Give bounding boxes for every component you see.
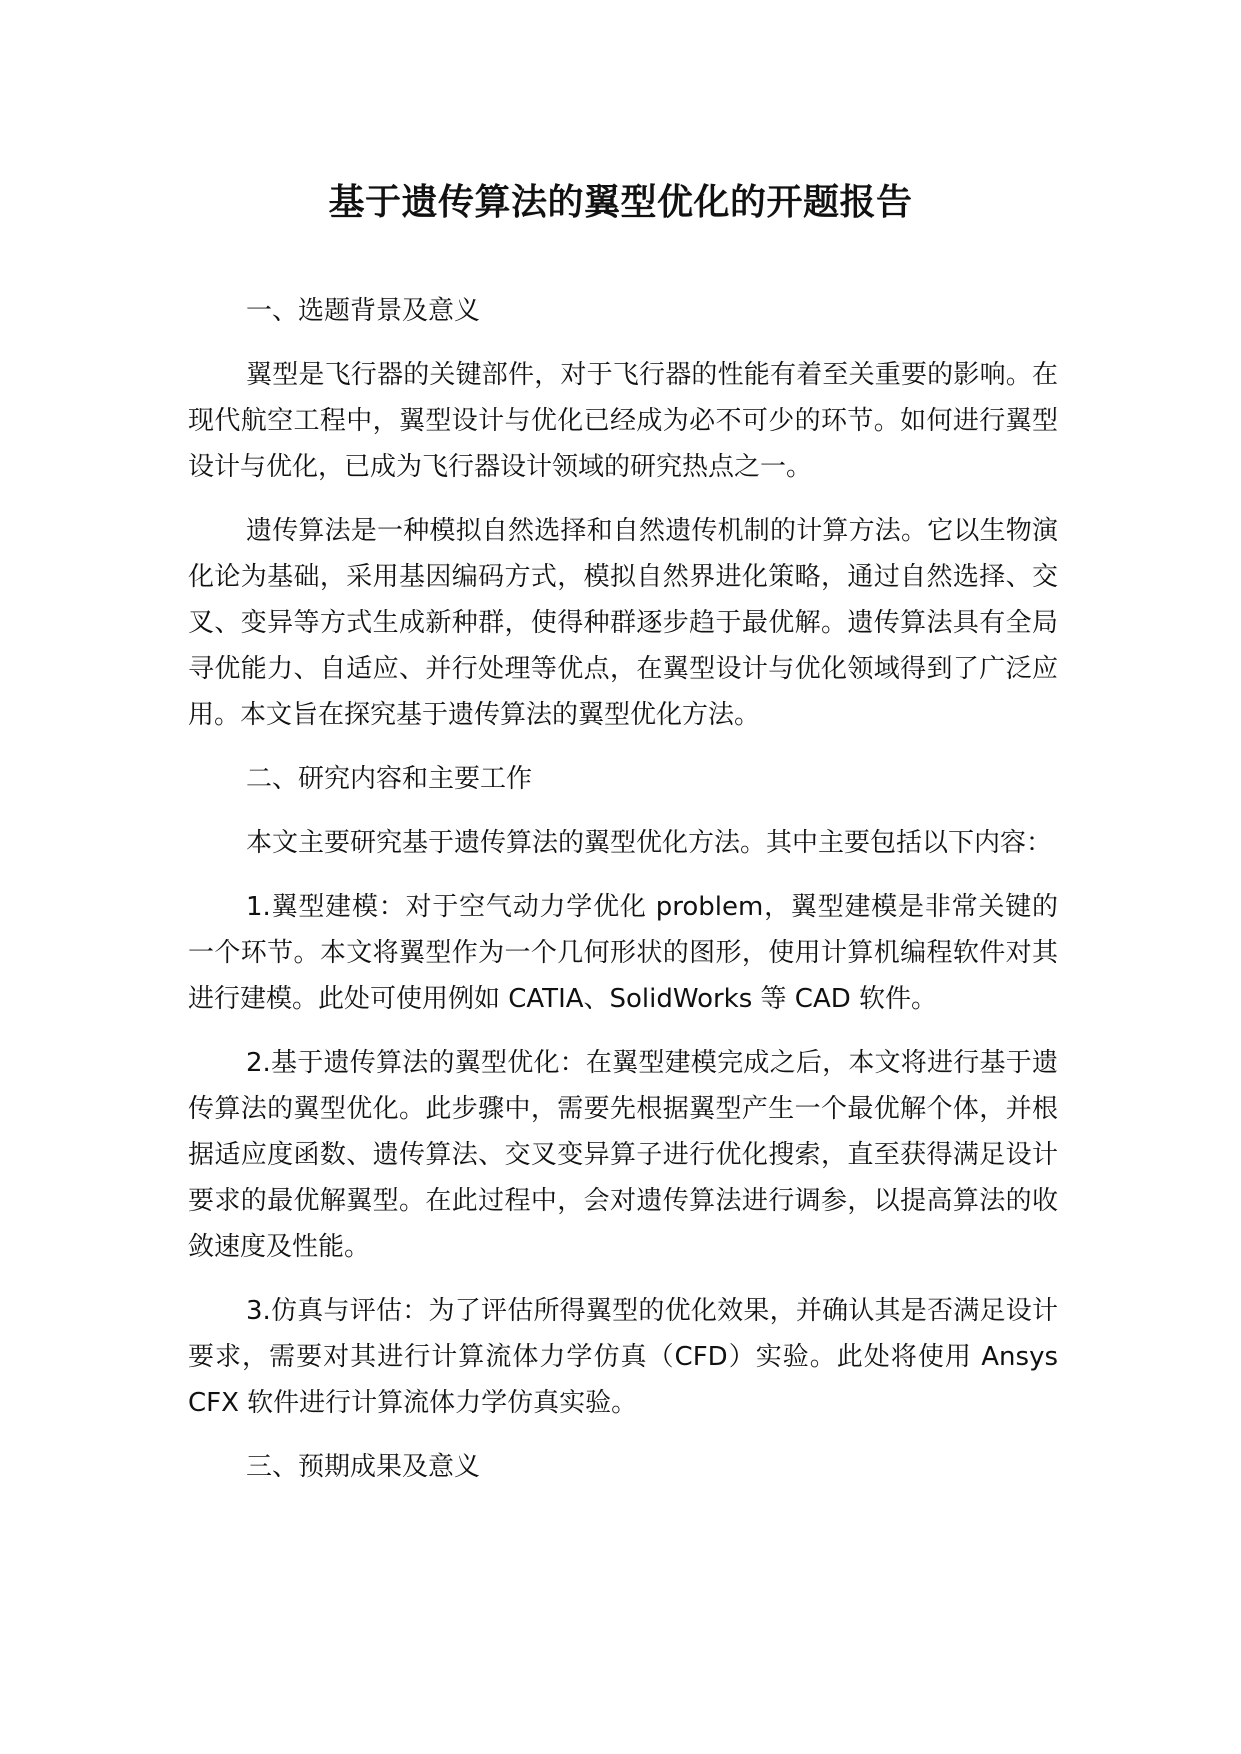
- section-heading-research-content: 二、研究内容和主要工作: [246, 764, 533, 794]
- paragraph-item-modeling: 1.翼型建模：对于空气动力学优化 problem，翼型建模是非常关键的一个环节。本文将翼型作为一个几何形状的图形，使用计算机编程软件对其进行建模。此处可使用例如 CATIA、SolidWorks 等 CAD 软件。: [188, 892, 1058, 1014]
- paragraph-airfoil-importance: 翼型是飞行器的关键部件，对于飞行器的性能有着至关重要的影响。在现代航空工程中，翼型设计与优化已经成为必不可少的环节。如何进行翼型设计与优化，已成为飞行器设计领域的研究热点之一。: [188, 360, 1058, 482]
- document-title: 基于遗传算法的翼型优化的开题报告: [328, 182, 913, 223]
- paragraph-item-simulation: 3.仿真与评估：为了评估所得翼型的优化效果，并确认其是否满足设计要求，需要对其进行计算流体力学仿真（CFD）实验。此处将使用 Ansys CFX 软件进行计算流体力学仿真实验。: [188, 1296, 1058, 1418]
- paragraph-item-optimization: 2.基于遗传算法的翼型优化：在翼型建模完成之后，本文将进行基于遗传算法的翼型优化。此步骤中，需要先根据翼型产生一个最优解个体，并根据适应度函数、遗传算法、交叉变异算子进行优化搜索，直至获得满足设计要求的最优解翼型。在此过程中，会对遗传算法进行调参，以提高算法的收敛速度及性能。: [188, 1048, 1058, 1262]
- section-heading-background: 一、选题背景及意义: [246, 296, 481, 326]
- section-heading-expected-results: 三、预期成果及意义: [246, 1452, 481, 1482]
- paragraph-genetic-algorithm: 遗传算法是一种模拟自然选择和自然遗传机制的计算方法。它以生物演化论为基础，采用基因编码方式，模拟自然界进化策略，通过自然选择、交叉、变异等方式生成新种群，使得种群逐步趋于最优解。遗传算法具有全局寻优能力、自适应、并行处理等优点，在翼型设计与优化领域得到了广泛应用。本文旨在探究基于遗传算法的翼型优化方法。: [188, 516, 1058, 730]
- document-body: [188, 288, 1058, 1490]
- paragraph-research-intro: 本文主要研究基于遗传算法的翼型优化方法。其中主要包括以下内容：: [246, 828, 1053, 858]
